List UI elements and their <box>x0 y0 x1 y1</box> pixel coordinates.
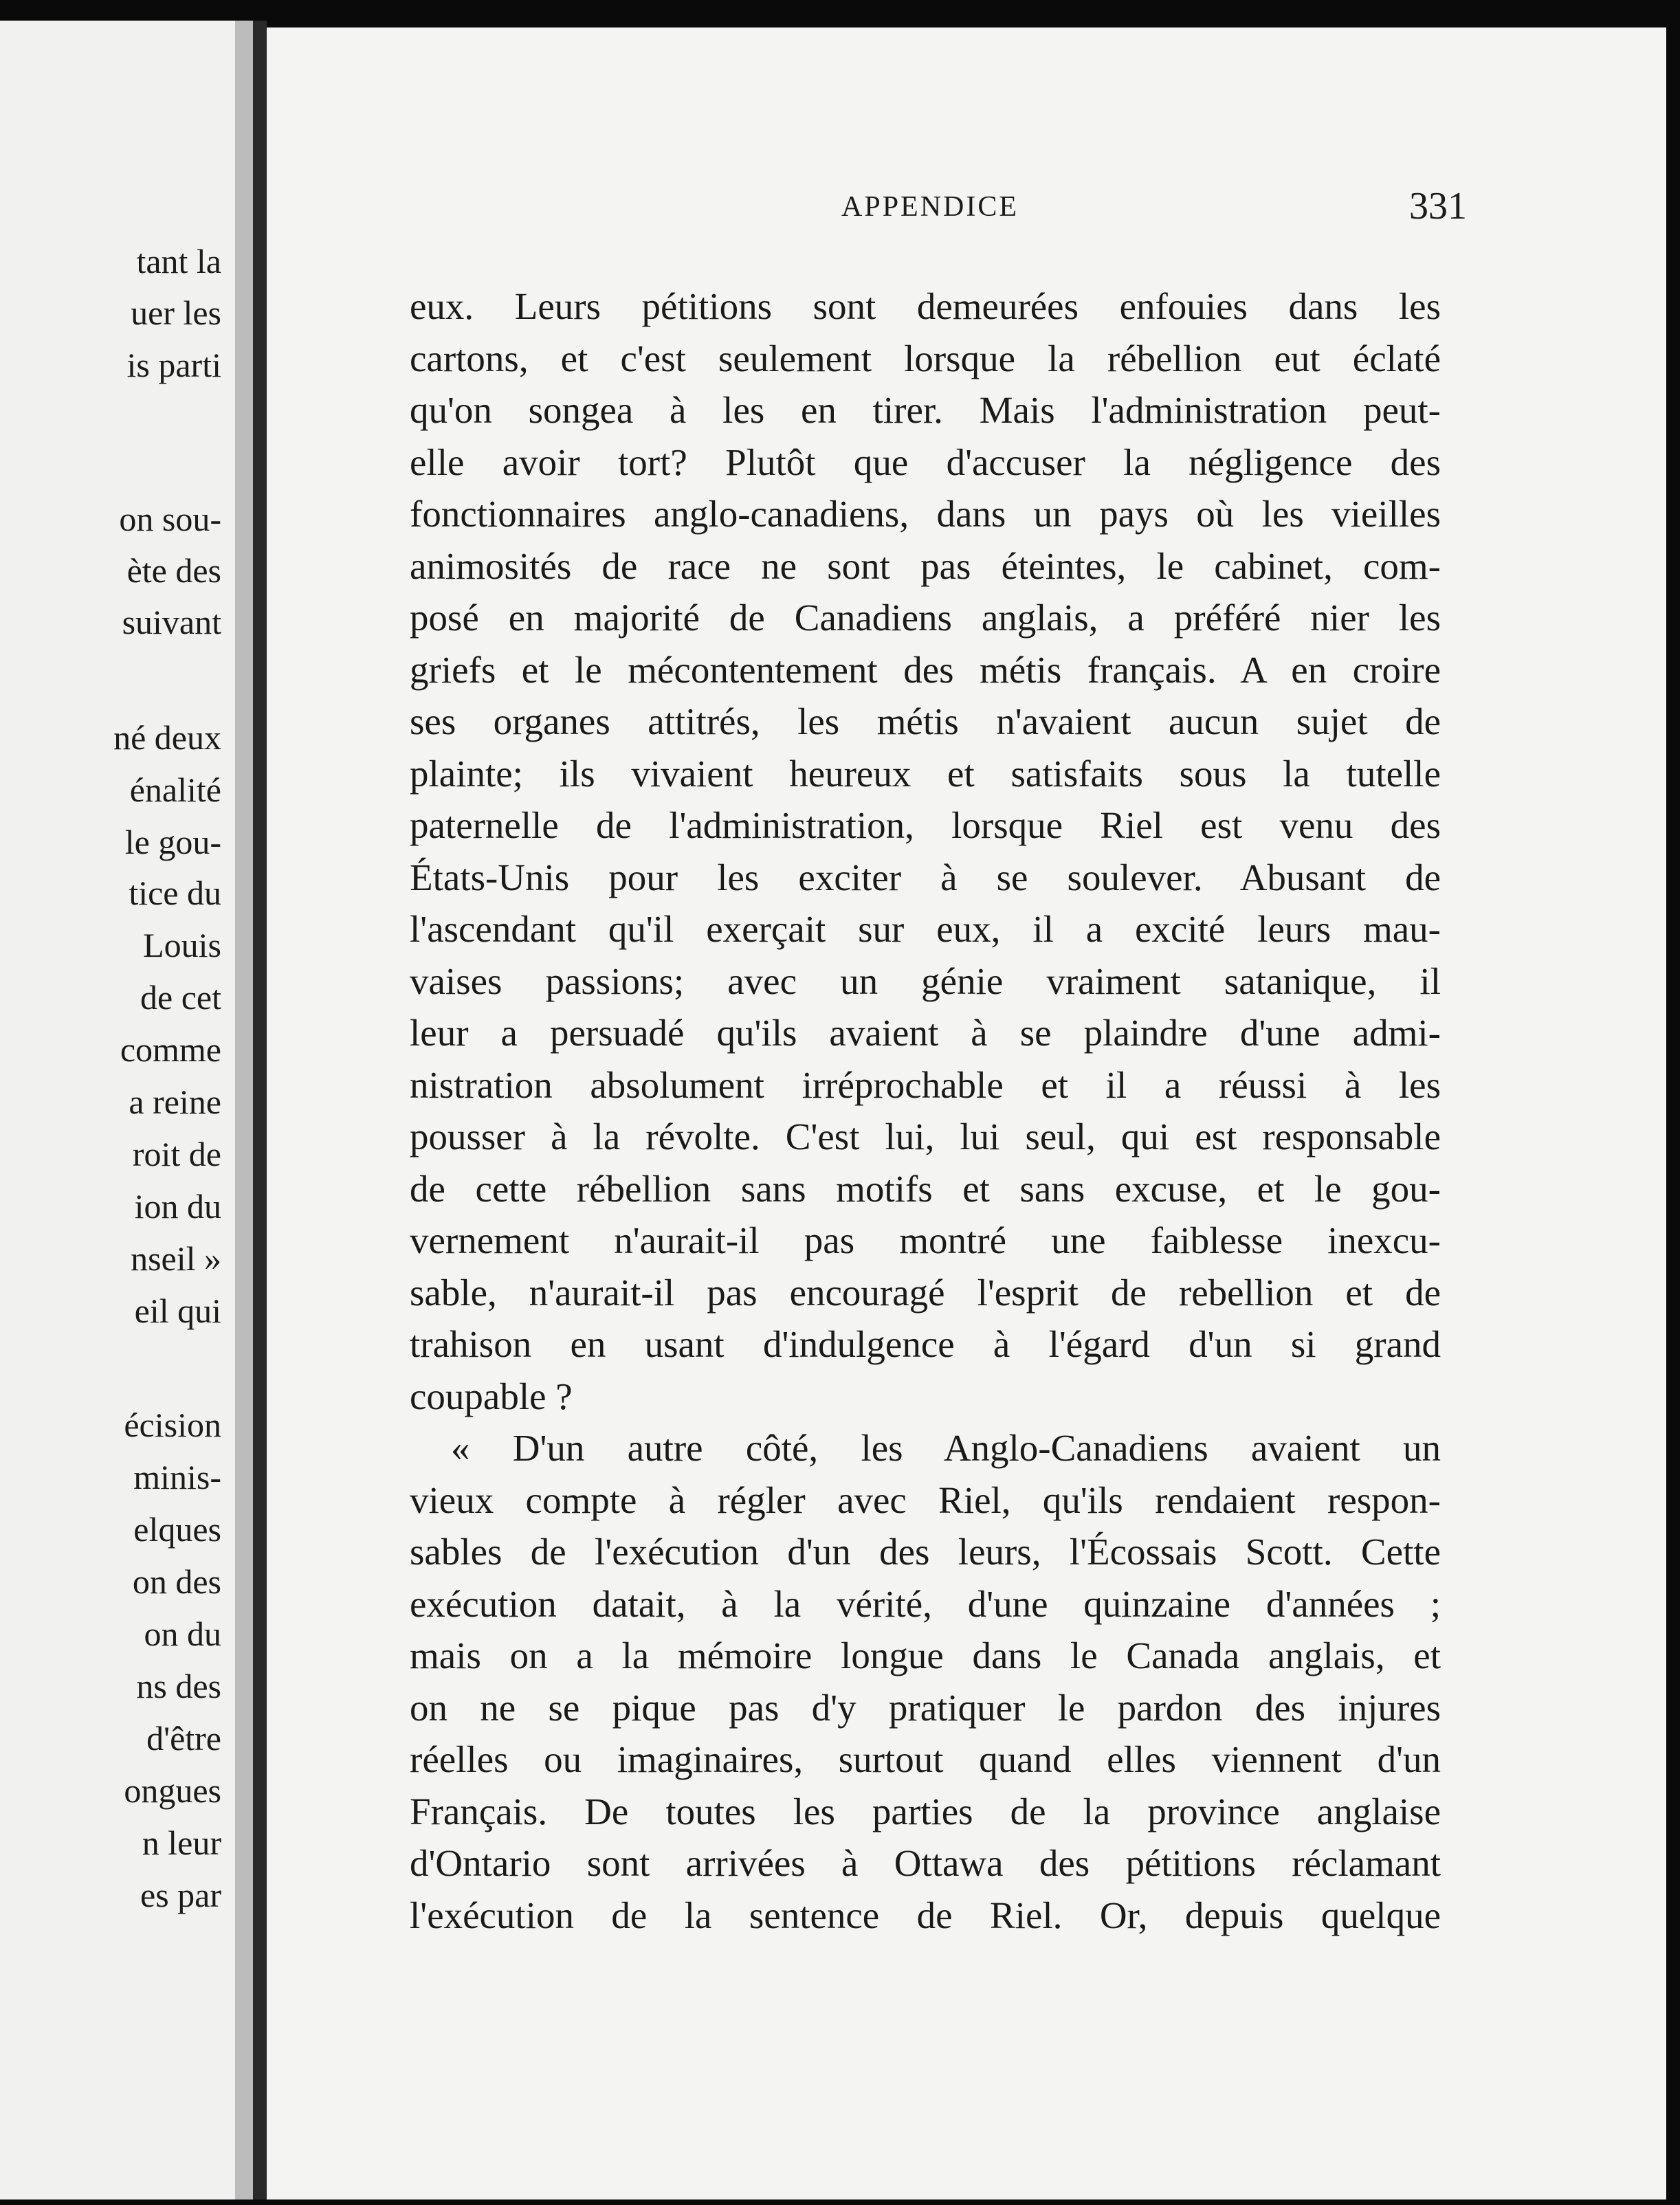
left-page-line: es par <box>140 1876 221 1914</box>
text-line: Français. De toutes les parties de la province anglaise <box>410 1790 1441 1832</box>
left-page-line: ète des <box>126 551 221 590</box>
text-line: vernement n'aurait-il pas montré une faiblesse inexcu- <box>410 1219 1441 1261</box>
right-page <box>267 27 1666 2200</box>
left-page-line: on du <box>144 1615 221 1653</box>
left-page-line: Louis <box>143 926 221 964</box>
text-line: l'exécution de la sentence de Riel. Or, depuis quelque <box>410 1894 1441 1936</box>
text-line: nistration absolument irréprochable et il a réussi à les <box>410 1063 1441 1106</box>
left-page-line: le gou- <box>124 823 221 861</box>
text-line: pousser à la révolte. C'est lui, lui seul, qui est responsable <box>410 1116 1441 1157</box>
left-page-line: écision <box>124 1406 221 1444</box>
gutter-shadow <box>253 21 267 2200</box>
text-line: trahison en usant d'indulgence à l'égard d'un si grand <box>410 1323 1441 1365</box>
left-page-line: nseil » <box>131 1239 221 1278</box>
left-page-line: elques <box>133 1510 221 1549</box>
text-line: posé en majorité de Canadiens anglais, a préféré nier les <box>410 597 1441 639</box>
text-line: paternelle de l'administration, lorsque Riel est venu des <box>410 804 1441 846</box>
left-page-line: roit de <box>132 1135 221 1173</box>
text-line: mais on a la mémoire longue dans le Canada anglais, et <box>410 1635 1441 1676</box>
text-line: griefs et le mécontentement des métis français. A en croire <box>410 648 1441 691</box>
left-page-line: de cet <box>140 978 221 1017</box>
text-line: vieux compte à régler avec Riel, qu'ils rendaient respon- <box>410 1478 1441 1521</box>
text-line: réelles ou imaginaires, surtout quand elles viennent d'un <box>410 1738 1441 1780</box>
left-page-line: uer les <box>131 293 221 332</box>
body-text <box>410 280 1441 1941</box>
left-page-line: minis- <box>133 1458 221 1496</box>
text-line: « D'un autre côté, les Anglo-Canadiens avaient un <box>451 1427 1441 1469</box>
left-page-line: ns des <box>136 1667 221 1705</box>
text-line: leur a persuadé qu'ils avaient à se plaindre d'une admi- <box>410 1012 1441 1054</box>
text-line: sable, n'aurait-il pas encouragé l'esprit de rebellion et de <box>410 1271 1441 1314</box>
left-page-line: né deux <box>113 718 221 757</box>
left-page-line: énalité <box>129 771 221 809</box>
text-line: on ne se pique pas d'y pratiquer le pardon des injures <box>410 1686 1441 1729</box>
left-page-line: d'être <box>146 1719 221 1758</box>
text-line: fonctionnaires anglo-canadiens, dans un pays où les vieilles <box>410 493 1441 535</box>
text-line: plainte; ils vivaient heureux et satisfaits sous la tutelle <box>410 752 1441 795</box>
text-line: elle avoir tort? Plutôt que d'accuser la négligence des <box>410 441 1441 483</box>
left-page <box>0 21 235 2200</box>
left-page-line: on des <box>132 1562 221 1601</box>
text-line: exécution datait, à la vérité, d'une quinzaine d'années ; <box>410 1582 1441 1625</box>
text-line: de cette rébellion sans motifs et sans excuse, et le gou- <box>410 1167 1441 1210</box>
left-page-line: eil qui <box>134 1292 221 1330</box>
left-page-line: a reine <box>129 1083 221 1121</box>
text-line: coupable ? <box>410 1375 573 1417</box>
text-line: États-Unis pour les exciter à se soulever. Abusant de <box>410 856 1441 898</box>
left-page-line: tice du <box>129 874 221 912</box>
text-line: vaises passions; avec un génie vraiment satanique, il <box>410 960 1441 1002</box>
text-line: animosités de race ne sont pas éteintes, le cabinet, com- <box>410 544 1441 587</box>
left-page-line: n leur <box>142 1824 221 1862</box>
left-page-line: on sou- <box>119 500 221 538</box>
left-page-line: ongues <box>124 1771 221 1810</box>
text-line: qu'on songea à les en tirer. Mais l'administration peut- <box>410 389 1441 431</box>
left-page-line: is parti <box>126 346 221 384</box>
text-line: cartons, et c'est seulement lorsque la rébellion eut éclaté <box>410 337 1441 379</box>
text-line: sables de l'exécution d'un des leurs, l'Écossais Scott. Cette <box>410 1531 1441 1573</box>
text-line: ses organes attitrés, les métis n'avaient aucun sujet de <box>410 700 1441 742</box>
left-page-line: comme <box>120 1030 221 1069</box>
left-page-line: suivant <box>122 603 221 641</box>
text-line: eux. Leurs pétitions sont demeurées enfouies dans les <box>410 285 1441 327</box>
text-line: l'ascendant qu'il exerçait sur eux, il a excité leurs mau- <box>410 908 1441 950</box>
page-number: 331 <box>1409 185 1467 228</box>
left-page-line: tant la <box>136 242 221 280</box>
left-page-line: ion du <box>134 1187 221 1226</box>
running-head: APPENDICE <box>841 191 1019 223</box>
text-line: d'Ontario sont arrivées à Ottawa des pétitions réclamant <box>410 1842 1441 1884</box>
book-gutter <box>235 21 253 2200</box>
